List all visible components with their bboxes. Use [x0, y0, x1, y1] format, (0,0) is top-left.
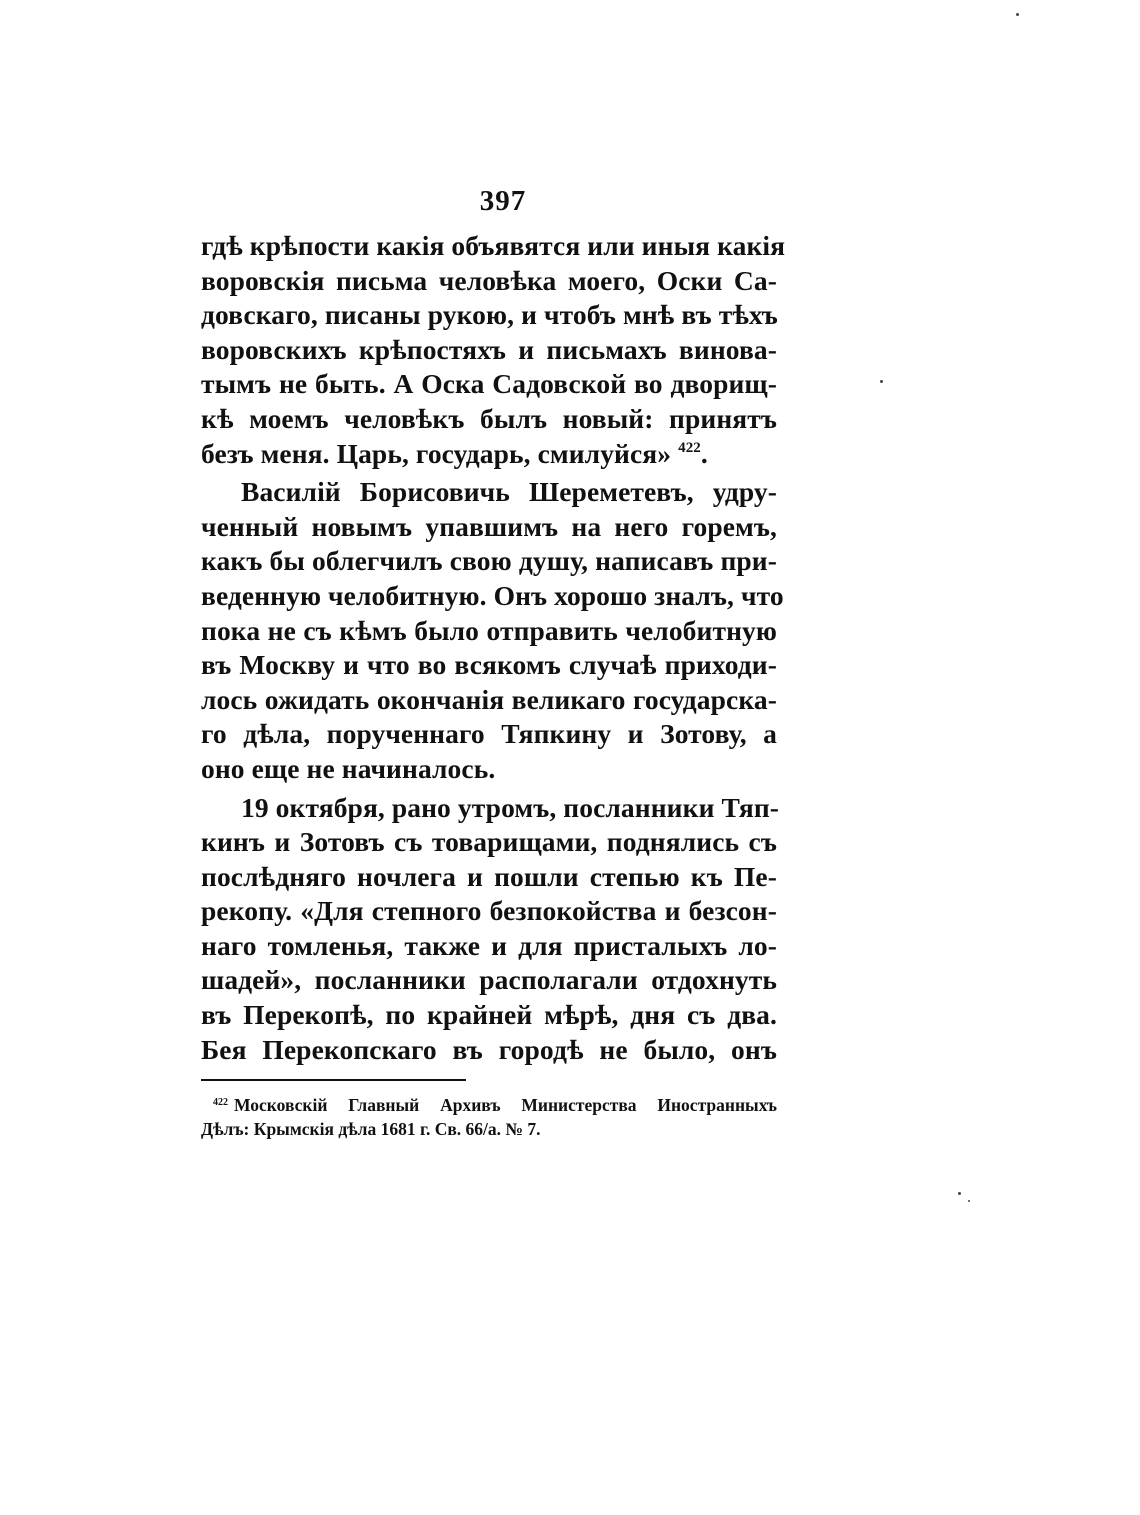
- text-line: веденную челобитную. Онъ хорошо зналъ, что: [201, 579, 784, 611]
- text-line: наго томленья, также и для присталыхъ ло-: [201, 929, 777, 961]
- text-line: оно еще не начиналось.: [201, 752, 496, 784]
- text-line: шадей», посланники располагали отдохнуть: [201, 964, 777, 996]
- footnote-line: [201, 1090, 777, 1116]
- text-line: въ Москву и что во всякомъ случаѣ приходи-: [201, 649, 777, 681]
- text-line: кинъ и Зотовъ съ товарищами, поднялись съ: [201, 826, 777, 858]
- text-line: Василій Борисовичь Шереметевъ, удру-: [241, 476, 777, 508]
- paragraph: [201, 791, 780, 1068]
- scan-speck: [968, 1200, 970, 1202]
- footnote-text: Московскій Главный Архивъ Министерства Иностранныхъ: [234, 1095, 777, 1115]
- scan-speck: [1016, 13, 1019, 16]
- scan-speck: [958, 1192, 961, 1195]
- text-line-body: безъ меня. Царь, государь, смилуйся»: [201, 437, 672, 469]
- footnote-number: 422: [213, 1097, 228, 1108]
- text-line: довскаго, писаны рукою, и чтобъ мнѣ въ тѣхъ: [201, 299, 778, 331]
- scan-speck: [880, 380, 883, 383]
- text-line-trailing: .: [700, 437, 708, 469]
- footnote-line: Дѣлъ: Крымскія дѣла 1681 г. Св. 66/а. № 7.: [201, 1119, 541, 1139]
- body-text: [201, 229, 786, 1067]
- paragraph: [201, 475, 784, 786]
- text-line: рекопу. «Для степного безпокойства и безсон-: [201, 895, 777, 927]
- footnote-rule: [201, 1079, 466, 1081]
- text-line: пока не съ кѣмъ было отправить челобитную: [201, 614, 777, 646]
- text-line: Бея Перекопскаго въ городѣ не было, онъ: [201, 1033, 777, 1065]
- page-number: [0, 185, 1140, 218]
- page-number-text: 397: [479, 185, 527, 217]
- text-line: лось ожидать окончанія великаго государска-: [201, 683, 777, 715]
- text-line: кѣ моемъ человѣкъ былъ новый: принятъ: [201, 402, 777, 434]
- text-line: тымъ не быть. А Оска Садовской во дворищ-: [201, 368, 777, 400]
- text-line: какъ бы облегчилъ свою душу, написавъ при-: [201, 545, 777, 577]
- footnote: [201, 1090, 777, 1142]
- text-line: 19 октября, рано утромъ, посланники Тяп-: [241, 791, 780, 823]
- text-line: въ Перекопѣ, по крайней мѣрѣ, дня съ два.: [201, 999, 777, 1031]
- text-line: [201, 437, 777, 472]
- text-line: ченный новымъ упавшимъ на него горемъ,: [201, 510, 777, 542]
- text-line: послѣдняго ночлега и пошли степью къ Пе-: [201, 860, 777, 892]
- text-line: го дѣла, порученнаго Тяпкину и Зотову, а: [201, 718, 777, 750]
- text-line: воровскія письма человѣка моего, Оски Са-: [201, 264, 777, 296]
- text-line: гдѣ крѣпости какія объявятся или иныя какія: [201, 230, 786, 261]
- paragraph: [201, 229, 786, 471]
- footnote-reference: 422: [678, 439, 701, 456]
- text-line: воровскихъ крѣпостяхъ и письмахъ винова-: [201, 333, 777, 365]
